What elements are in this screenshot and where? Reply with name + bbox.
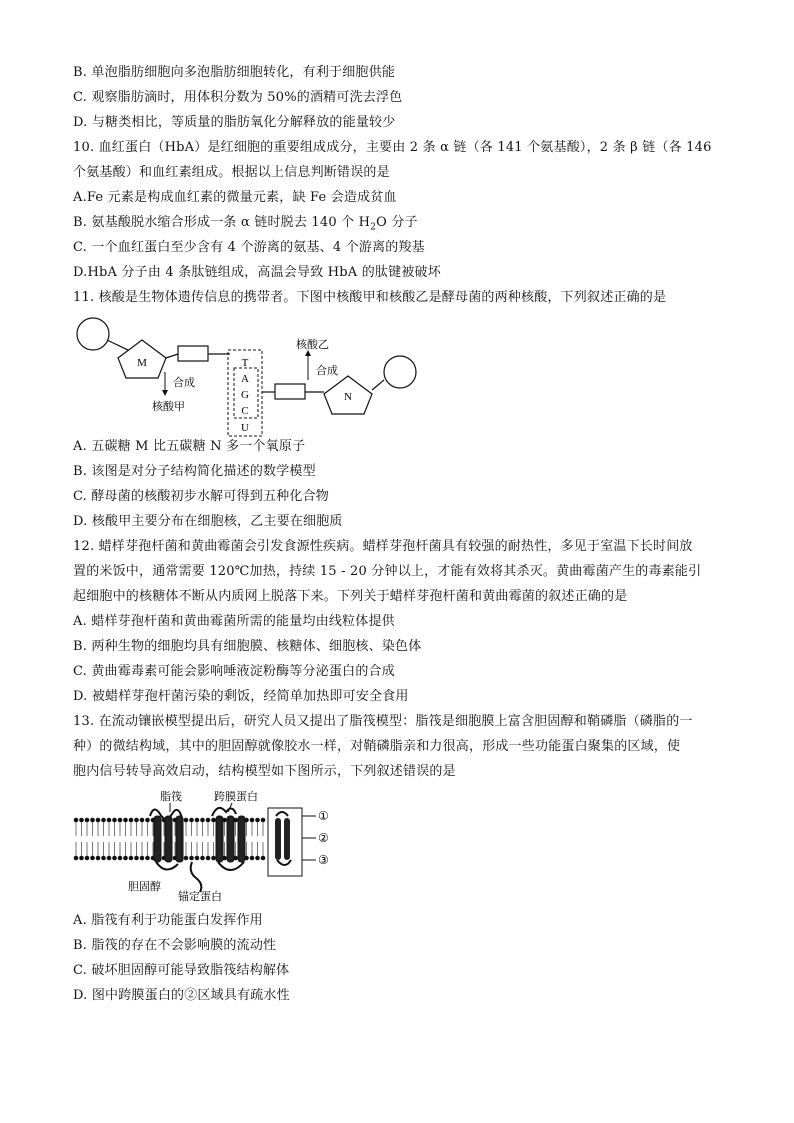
lipid-raft-figure — [72, 786, 342, 904]
phospholipid-head — [195, 818, 200, 823]
q10-stem-line2: 个氨基酸）和血红素组成。根据以上信息判断错误的是 — [73, 165, 390, 180]
q13-stem-line3: 胞内信号转导高效启动，结构模型如下图所示，下列叙述错误的是 — [73, 764, 456, 779]
anchor-protein — [191, 862, 202, 892]
q11-option-a: A. 五碳糖 M 比五碳糖 N 多一个氧原子 — [73, 439, 306, 454]
phospholipid-head — [74, 856, 79, 861]
marker-1: ① — [318, 809, 329, 823]
q11-stem: 11. 核酸是生物体遗传信息的携带者。下图中核酸甲和核酸乙是酵母菌的两种核酸，下列叙述正确的是 — [73, 290, 667, 305]
q11-option-c: C. 酵母菌的核酸初步水解可得到五种化合物 — [73, 489, 329, 504]
phospholipid-head — [140, 856, 145, 861]
phospholipid-head — [85, 856, 90, 861]
arrow-down-left — [162, 390, 168, 396]
phospholipid-head — [107, 856, 112, 861]
phospholipid-head — [211, 856, 216, 861]
base-t: T — [241, 357, 249, 369]
phospholipid-head — [85, 818, 90, 823]
base-g: G — [241, 389, 249, 401]
phospholipid-head — [189, 818, 194, 823]
phospholipid-head — [211, 818, 216, 823]
phospholipid-head — [101, 856, 106, 861]
q13-stem-line1: 13. 在流动镶嵌模型提出后，研究人员又提出了脂筏模型：脂筏是细胞膜上富含胆固醇和鞘磷脂（磷脂的一 — [73, 714, 693, 729]
phospholipid-head — [206, 856, 211, 861]
transmembrane-protein-label: 跨膜蛋白 — [214, 790, 258, 803]
q10-option-d: D.HbA 分子由 4 条肽链组成，高温会导致 HbA 的肽键被破坏 — [73, 265, 441, 280]
phospholipid-head — [134, 818, 139, 823]
phospholipid-head — [112, 818, 117, 823]
base-u: U — [241, 422, 249, 434]
base-box-left — [178, 346, 208, 361]
marker-2: ② — [318, 831, 329, 845]
phospholipid-head — [140, 818, 145, 823]
phospholipid-head — [79, 856, 84, 861]
synthesis-label-left: 合成 — [173, 376, 195, 389]
q10-option-c: C. 一个血红蛋白至少含有 4 个游离的氨基、4 个游离的羧基 — [73, 240, 425, 255]
base-box-right — [275, 384, 305, 399]
phospholipid-head — [195, 856, 200, 861]
lipid-raft-label: 脂筏 — [160, 790, 182, 803]
phosphate-circle-right — [384, 356, 416, 388]
phospholipid-head — [79, 818, 84, 823]
q13-stem-line2: 种）的微结构域，其中的胆固醇就像胶水一样，对鞘磷脂亲和力很高，形成一些功能蛋白聚集的区域，使 — [73, 739, 681, 754]
q10-stem-line1: 10. 血红蛋白（HbA）是红细胞的重要组成成分，主要由 2 条 α 链（各 141 个氨基酸），2 条 β 链（各 146 — [73, 140, 712, 155]
q12-option-a: A. 蜡样芽孢杆菌和黄曲霉菌所需的能量均由线粒体提供 — [73, 614, 395, 629]
phospholipid-head — [206, 818, 211, 823]
pentose-n-label: N — [344, 391, 352, 403]
phospholipid-head — [184, 856, 189, 861]
nucleotide-figure — [70, 310, 430, 440]
phospholipid-head — [129, 818, 134, 823]
phospholipid-head — [118, 818, 123, 823]
synthesis-label-right: 合成 — [316, 364, 338, 377]
nucleic-acid-a-label: 核酸甲 — [152, 400, 185, 413]
phosphate-circle-left — [77, 318, 109, 350]
phospholipid-head — [123, 818, 128, 823]
phospholipid-head — [189, 856, 194, 861]
phospholipid-head — [90, 818, 95, 823]
q11-option-b: B. 该图是对分子结构简化描述的数学模型 — [73, 464, 316, 479]
q13-option-c: C. 破坏胆固醇可能导致脂筏结构解体 — [73, 963, 290, 978]
phospholipid-head — [261, 818, 266, 823]
phospholipid-head — [123, 856, 128, 861]
phospholipid-head — [145, 818, 150, 823]
q11-option-d: D. 核酸甲主要分布在细胞核，乙主要在细胞质 — [73, 514, 343, 529]
q10-option-b-tail: O 分子 — [376, 215, 418, 230]
q9-option-b: B. 单泡脂肪细胞向多泡脂肪细胞转化，有利于细胞供能 — [73, 65, 396, 80]
base-c: C — [241, 405, 249, 417]
cholesterol-label: 胆固醇 — [128, 880, 161, 893]
phospholipid-head — [74, 818, 79, 823]
phospholipid-head — [184, 818, 189, 823]
q12-stem-line3: 起细胞中的核糖体不断从内质网上脱落下来。下列关于蜡样芽孢杆菌和黄曲霉菌的叙述正确的是 — [73, 589, 628, 604]
q9-option-c: C. 观察脂肪滴时，用体积分数为 50%的酒精可洗去浮色 — [73, 90, 403, 105]
q13-option-a: A. 脂筏有利于功能蛋白发挥作用 — [73, 913, 263, 928]
anchor-protein-label: 锚定蛋白 — [178, 890, 222, 903]
q12-option-c: C. 黄曲霉毒素可能会影响唾液淀粉酶等分泌蛋白的合成 — [73, 664, 395, 679]
q12-stem-line1: 12. 蜡样芽孢杆菌和黄曲霉菌会引发食源性疾病。蜡样芽孢杆菌具有较强的耐热性，多见于室温下长时间放 — [73, 539, 693, 554]
pentose-m-label: M — [137, 357, 147, 369]
phospholipid-head — [129, 856, 134, 861]
q10-option-b-text: B. 氨基酸脱水缩合形成一条 α 链时脱去 140 个 H — [73, 215, 371, 230]
q10-option-b — [73, 213, 418, 238]
phospholipid-head — [134, 856, 139, 861]
transmembrane-protein — [150, 808, 245, 870]
phospholipid-head — [145, 856, 150, 861]
phospholipid-head — [107, 818, 112, 823]
phospholipid-head — [90, 856, 95, 861]
q12-option-d: D. 被蜡样芽孢杆菌污染的剩饭，经简单加热即可安全食用 — [73, 689, 409, 704]
phospholipid-head — [96, 856, 101, 861]
phospholipid-head — [200, 856, 205, 861]
phospholipid-head — [250, 818, 255, 823]
q10-option-a: A.Fe 元素是构成血红素的微量元素，缺 Fe 会造成贫血 — [73, 190, 397, 205]
q10-option-b-subscript: 2 — [370, 222, 377, 233]
marker-3: ③ — [318, 853, 329, 867]
q9-option-d: D. 与糖类相比，等质量的脂肪氧化分解释放的能量较少 — [73, 115, 396, 130]
q12-option-b: B. 两种生物的细胞均具有细胞膜、核糖体、细胞核、染色体 — [73, 639, 422, 654]
q13-option-b: B. 脂筏的存在不会影响膜的流动性 — [73, 938, 277, 953]
phospholipid-head — [96, 818, 101, 823]
phospholipid-head — [112, 856, 117, 861]
base-a: A — [241, 373, 249, 385]
phospholipid-head — [101, 818, 106, 823]
q12-stem-line2: 置的米饭中，通常需要 120℃加热，持续 15 - 20 分钟以上，才能有效将其杀灭。黄曲霉菌产生的毒素能引 — [73, 564, 702, 579]
phospholipid-head — [255, 856, 260, 861]
nucleic-acid-b-label: 核酸乙 — [296, 338, 329, 351]
phospholipid-head — [255, 818, 260, 823]
phospholipid-head — [118, 856, 123, 861]
phospholipid-head — [200, 818, 205, 823]
phospholipid-head — [261, 856, 266, 861]
q13-option-d: D. 图中跨膜蛋白的②区域具有疏水性 — [73, 988, 290, 1003]
phospholipid-head — [250, 856, 255, 861]
